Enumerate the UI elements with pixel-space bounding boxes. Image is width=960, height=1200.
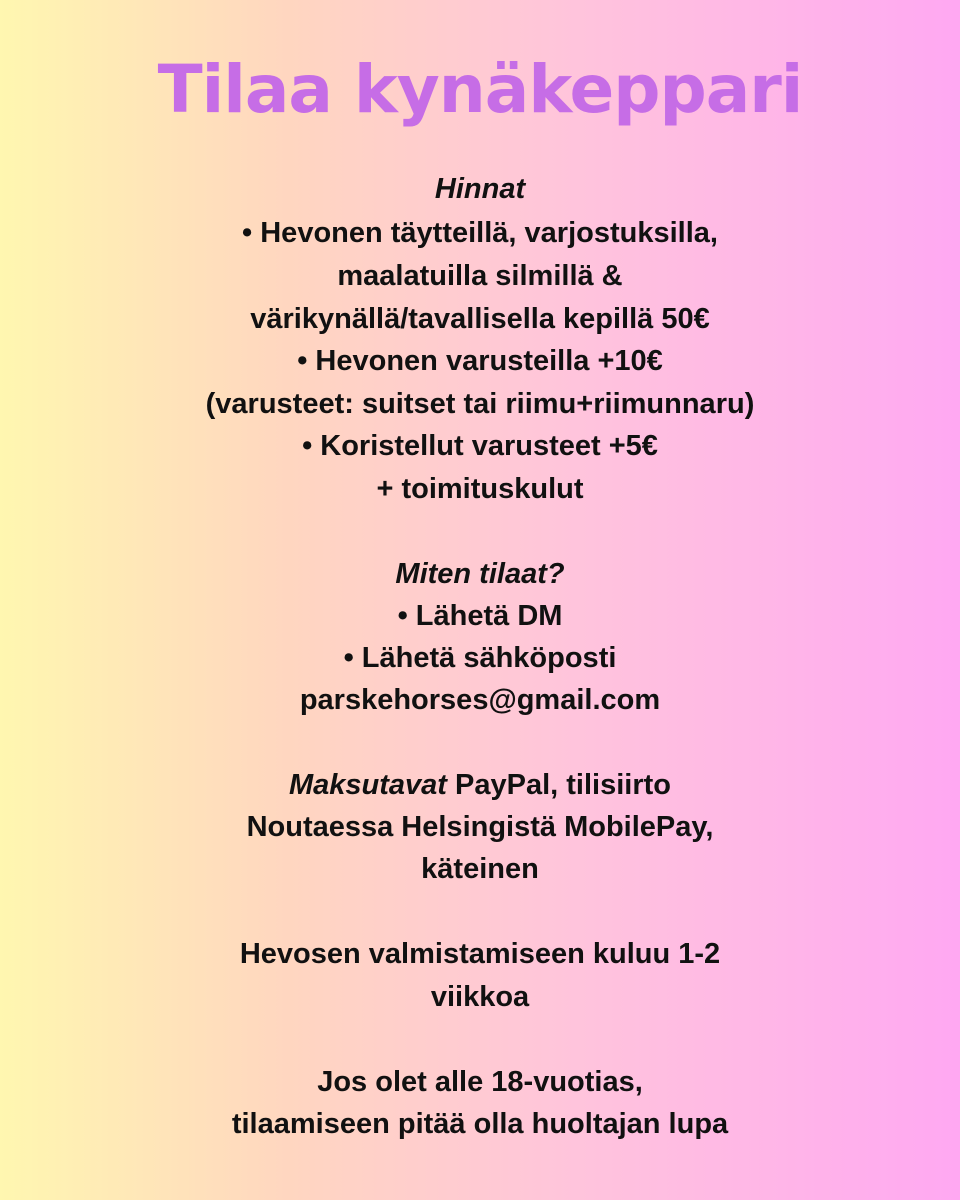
production-line: viikkoa xyxy=(430,981,530,1013)
payment-line: Noutaessa Helsingistä MobilePay, xyxy=(246,811,714,843)
price-line: (varusteet: suitset tai riimu+riimunnaru) xyxy=(205,388,755,420)
email-address: parskehorses@gmail.com xyxy=(299,684,661,716)
price-line: • Koristellut varusteet +5€ xyxy=(302,430,658,462)
payment-label: Maksutavat xyxy=(289,769,447,801)
age-notice-line: Jos olet alle 18-vuotias, xyxy=(317,1066,643,1098)
production-line: Hevosen valmistamiseen kuluu 1-2 xyxy=(239,938,721,970)
ordering-heading: Miten tilaat? xyxy=(395,558,565,590)
payment-line xyxy=(0,764,960,806)
price-line: + toimituskulut xyxy=(376,473,584,505)
price-line: • Hevonen varusteilla +10€ xyxy=(297,345,663,377)
prices-heading: Hinnat xyxy=(434,173,526,205)
ordering-line: • Lähetä sähköposti xyxy=(343,642,617,674)
payment-line: käteinen xyxy=(421,853,539,885)
age-notice-line: tilaamiseen pitää olla huoltajan lupa xyxy=(231,1108,729,1140)
price-line: • Hevonen täytteillä, varjostuksilla, xyxy=(242,217,718,249)
ordering-line: • Lähetä DM xyxy=(397,600,563,632)
poster-title: Tilaa kynäkeppari xyxy=(157,51,803,128)
payment-methods: PayPal, tilisiirto xyxy=(446,769,671,801)
price-line: maalatuilla silmillä & xyxy=(337,260,623,292)
price-line: värikynällä/tavallisella kepillä 50€ xyxy=(250,303,710,335)
